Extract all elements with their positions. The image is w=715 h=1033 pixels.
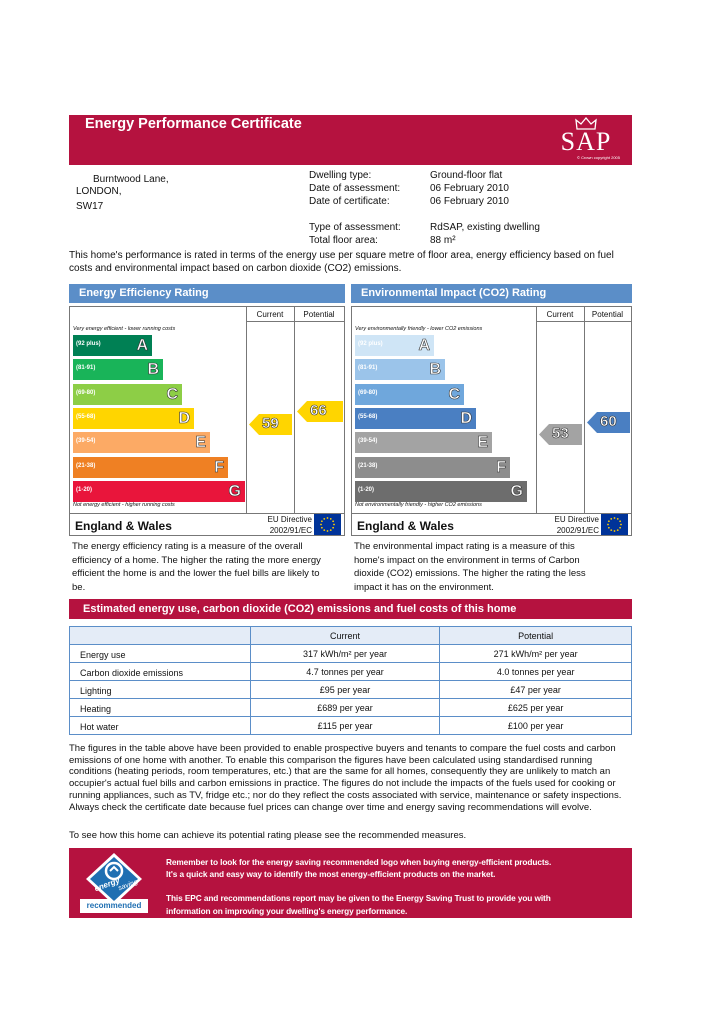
- environmental-impact-title: Environmental Impact (CO2) Rating: [351, 284, 632, 303]
- energy-efficiency-title: Energy Efficiency Rating: [69, 284, 345, 303]
- footer-line-1: Remember to look for the energy saving recommended logo when buying energy-efficient products.: [166, 857, 552, 867]
- eu-flag-icon: [601, 514, 628, 535]
- dwelling-type-value: Ground-floor flat: [430, 170, 503, 181]
- ei-band-f: [355, 457, 510, 478]
- ee-current-header: Current: [256, 310, 284, 319]
- row-potential: 4.0 tonnes per year: [440, 663, 632, 681]
- table-row: [70, 699, 632, 717]
- band-letter: C: [166, 385, 178, 403]
- band-letter: E: [477, 434, 488, 452]
- footer-banner: [69, 848, 632, 918]
- logo-word-energy: energy: [93, 875, 121, 894]
- ee-potential-rating: 66: [310, 402, 327, 420]
- band-range: (39-54): [76, 438, 96, 445]
- sap-logo-text: SAP: [560, 127, 612, 156]
- row-current: £115 per year: [250, 717, 440, 735]
- band-letter: A: [418, 337, 430, 354]
- band-letter: D: [460, 409, 472, 427]
- col-potential: Potential: [440, 627, 632, 645]
- energy-saving-recommended-logo: [78, 851, 150, 915]
- band-range: (92 plus): [76, 341, 101, 347]
- band-range: (21-38): [358, 462, 378, 469]
- ei-band-e: [355, 432, 492, 453]
- band-range: (69-80): [358, 389, 378, 396]
- band-letter: E: [195, 434, 206, 452]
- ee-region: England & Wales: [75, 519, 172, 533]
- ei-description: The environmental impact rating is a measure of this home's impact on the environment in terms of Carbon dioxide (CO2) emissions. The higher the rating the less impact it has on the environment.: [354, 541, 586, 593]
- ee-band-f: [73, 457, 228, 478]
- band-letter: D: [178, 409, 190, 427]
- environmental-impact-chart: [351, 306, 632, 536]
- assessment-date-value: 06 February 2010: [430, 183, 509, 194]
- ei-region: England & Wales: [357, 519, 454, 533]
- sap-logo: [548, 117, 624, 163]
- energy-efficiency-chart: [69, 306, 345, 536]
- assessment-type-value: RdSAP, existing dwelling: [430, 222, 540, 233]
- row-current: £689 per year: [250, 699, 440, 717]
- band-range: (55-68): [76, 413, 96, 420]
- table-row: [70, 645, 632, 663]
- logo-word-saving: saving: [117, 878, 139, 893]
- band-letter: F: [214, 458, 224, 476]
- ei-band-g: [355, 481, 527, 502]
- band-letter: C: [448, 385, 460, 403]
- band-letter: G: [510, 482, 523, 500]
- table-row: [70, 663, 632, 681]
- band-letter: G: [228, 482, 241, 500]
- ee-current-rating: 59: [262, 414, 279, 432]
- see-recommendations-text: To see how this home can achieve its potential rating please see the recommended measures.: [69, 830, 467, 841]
- band-range: (1-20): [76, 486, 93, 493]
- row-label: Lighting: [70, 681, 251, 699]
- ee-eu-directive: EU Directive 2002/91/EC: [267, 515, 312, 535]
- address-line-2: LONDON,: [76, 186, 122, 197]
- ei-potential-header: Potential: [591, 310, 624, 319]
- address-line-3: SW17: [76, 201, 104, 212]
- ei-band-d: [355, 408, 476, 429]
- certificate-date-label: Date of certificate:: [309, 196, 390, 207]
- environmental-impact-panel: [351, 284, 632, 594]
- sap-copyright: © Crown copyright 2005: [577, 155, 620, 160]
- certificate-date-value: 06 February 2010: [430, 196, 509, 207]
- logo-word-recommended: recommended: [86, 901, 142, 910]
- row-current: £95 per year: [250, 681, 440, 699]
- band-range: (1-20): [358, 486, 375, 493]
- band-range: (21-38): [76, 462, 96, 469]
- ee-band-d: [73, 408, 194, 429]
- ee-top-note: Very energy efficient - lower running costs: [73, 326, 176, 332]
- band-range: (39-54): [358, 438, 378, 445]
- cost-table: [69, 626, 632, 735]
- assessment-date-label: Date of assessment:: [309, 183, 401, 194]
- band-letter: A: [136, 337, 148, 354]
- band-range: (81-91): [76, 365, 96, 372]
- certificate-title: Energy Performance Certificate: [85, 116, 302, 132]
- band-range: (55-68): [358, 413, 378, 420]
- ee-band-b: [73, 359, 163, 380]
- ee-bottom-note: Not energy efficient - higher running costs: [73, 502, 175, 508]
- table-header-row: [70, 627, 632, 645]
- ei-band-b: [355, 359, 445, 380]
- band-letter: B: [147, 361, 159, 379]
- footer-line-3: This EPC and recommendations report may be given to the Energy Saving Trust to provide you with: [166, 893, 551, 903]
- ei-potential-rating: 60: [600, 412, 617, 430]
- row-label: Heating: [70, 699, 251, 717]
- ei-band-a: [355, 335, 434, 356]
- band-range: (69-80): [76, 389, 96, 396]
- eu-flag-icon: [314, 514, 341, 535]
- table-row: [70, 717, 632, 735]
- row-current: 4.7 tonnes per year: [250, 663, 440, 681]
- row-label: Hot water: [70, 717, 251, 735]
- estimate-section-title: Estimated energy use, carbon dioxide (CO2) emissions and fuel costs of this home: [69, 599, 632, 619]
- dwelling-type-label: Dwelling type:: [309, 170, 372, 181]
- intro-text: This home's performance is rated in terms of the energy use per square metre of floor area, energy efficiency based on fuel costs and environmental impact based on carbon dioxide (CO2) emissions.: [69, 250, 614, 274]
- ei-top-note: Very environmentally friendly - lower CO2 emissions: [355, 326, 483, 332]
- floor-area-value: 88 m²: [430, 235, 456, 246]
- row-potential: £625 per year: [440, 699, 632, 717]
- figures-explanation: The figures in the table above have been provided to enable prospective buyers and tenants to compare the fuel costs and carbon emissions of one home with another. To enable this comparison the figures have been calculated using standardised running conditions (heating periods, room temperatures, etc.) that are the same for all homes, consequently they are unlikely to match an occupier's actual fuel bills and carbon emissions in practice. The figures do not include the impacts of the fuels used for cooking or running appliances, such as TV, fridge etc.; nor do they reflect the costs associated with service, maintenance or safety inspections. Always check the certificate date because fuel prices can change over time and energy saving recommendations will evolve.: [69, 743, 622, 813]
- ei-current-rating: 53: [552, 424, 569, 442]
- ee-band-e: [73, 432, 210, 453]
- ei-band-c: [355, 384, 464, 405]
- row-current: 317 kWh/m² per year: [250, 645, 440, 663]
- ee-band-g: [73, 481, 245, 502]
- row-potential: £100 per year: [440, 717, 632, 735]
- col-current: Current: [250, 627, 440, 645]
- ee-band-a: [73, 335, 152, 356]
- energy-efficiency-panel: [69, 284, 345, 594]
- row-label: Carbon dioxide emissions: [70, 663, 251, 681]
- footer-line-4: information on improving your dwelling's energy performance.: [166, 906, 408, 916]
- band-letter: B: [429, 361, 441, 379]
- ei-eu-directive: EU Directive 2002/91/EC: [554, 515, 599, 535]
- ee-band-c: [73, 384, 182, 405]
- footer-line-2: It's a quick and easy way to identify the most energy-efficient products on the market.: [166, 869, 496, 879]
- row-potential: £47 per year: [440, 681, 632, 699]
- ee-potential-header: Potential: [303, 310, 335, 319]
- floor-area-label: Total floor area:: [309, 235, 378, 246]
- band-range: (81-91): [358, 365, 378, 372]
- ei-current-header: Current: [546, 310, 574, 319]
- address-line-1: Burntwood Lane,: [93, 174, 169, 185]
- ei-bottom-note: Not environmentally friendly - higher CO2 emissions: [355, 502, 482, 508]
- table-row: [70, 681, 632, 699]
- band-range: (92 plus): [358, 341, 383, 347]
- band-letter: F: [496, 458, 506, 476]
- assessment-type-label: Type of assessment:: [309, 222, 401, 233]
- certificate-header: [69, 115, 632, 165]
- row-potential: 271 kWh/m² per year: [440, 645, 632, 663]
- row-label: Energy use: [70, 645, 251, 663]
- ee-description: The energy efficiency rating is a measure of the overall efficiency of a home. The higher the rating the more energy efficient the home is and the lower the fuel bills are likely to be.: [72, 541, 321, 593]
